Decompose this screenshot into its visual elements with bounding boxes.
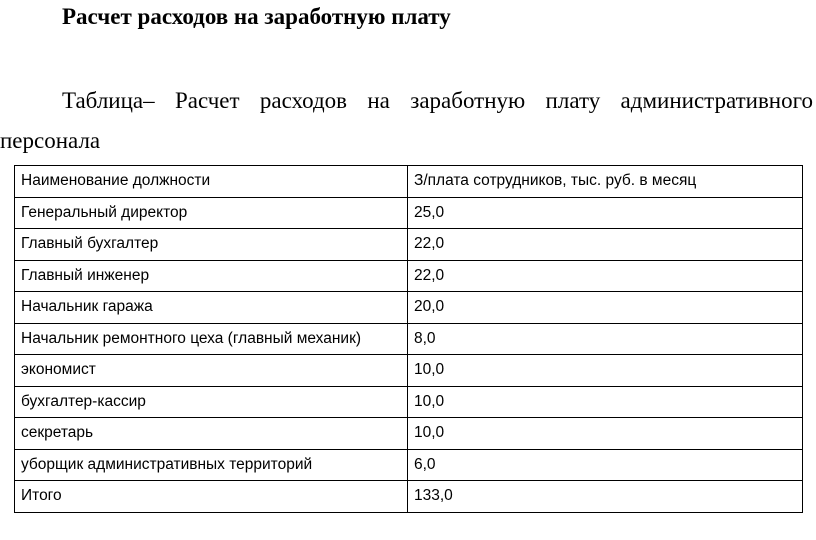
- position-cell: Начальник ремонтного цеха (главный механик): [15, 323, 408, 355]
- caption-word: заработную: [410, 88, 526, 113]
- position-cell: Начальник гаража: [15, 292, 408, 324]
- caption-word: Расчет: [174, 88, 240, 113]
- salary-cell: 22,0: [408, 229, 803, 261]
- table-total-row: [15, 481, 803, 513]
- table-row: [15, 355, 803, 387]
- position-cell: Главный бухгалтер: [15, 229, 408, 261]
- caption-word: Таблица–: [62, 88, 155, 113]
- table-row: [15, 323, 803, 355]
- caption-word: плату: [545, 88, 601, 113]
- table-row: [15, 418, 803, 450]
- position-cell: секретарь: [15, 418, 408, 450]
- table-caption: [62, 86, 813, 116]
- position-cell: Генеральный директор: [15, 197, 408, 229]
- salary-cell: 25,0: [408, 197, 803, 229]
- position-cell: экономист: [15, 355, 408, 387]
- salary-cell: 10,0: [408, 418, 803, 450]
- salary-cell: 20,0: [408, 292, 803, 324]
- position-cell: бухгалтер-кассир: [15, 386, 408, 418]
- table-row: [15, 449, 803, 481]
- salary-table: [14, 165, 803, 513]
- table-row: [15, 229, 803, 261]
- caption-word: административного: [620, 88, 813, 113]
- table-row: [15, 260, 803, 292]
- position-cell: уборщик административных территорий: [15, 449, 408, 481]
- salary-cell: 10,0: [408, 355, 803, 387]
- position-cell: Главный инженер: [15, 260, 408, 292]
- table-caption-continuation: персонала: [0, 128, 101, 153]
- document-heading: Расчет расходов на заработную плату: [62, 4, 451, 29]
- salary-cell: 10,0: [408, 386, 803, 418]
- table-row: [15, 292, 803, 324]
- table-row: [15, 197, 803, 229]
- header-position-cell: Наименование должности: [15, 166, 408, 198]
- table-header-row: [15, 166, 803, 198]
- total-value-cell: 133,0: [408, 481, 803, 513]
- table-row: [15, 386, 803, 418]
- caption-word: на: [367, 88, 390, 113]
- header-salary-cell: З/плата сотрудников, тыс. руб. в месяц: [408, 166, 803, 198]
- salary-cell: 22,0: [408, 260, 803, 292]
- salary-cell: 8,0: [408, 323, 803, 355]
- salary-cell: 6,0: [408, 449, 803, 481]
- total-label-cell: Итого: [15, 481, 408, 513]
- caption-word: расходов: [259, 88, 348, 113]
